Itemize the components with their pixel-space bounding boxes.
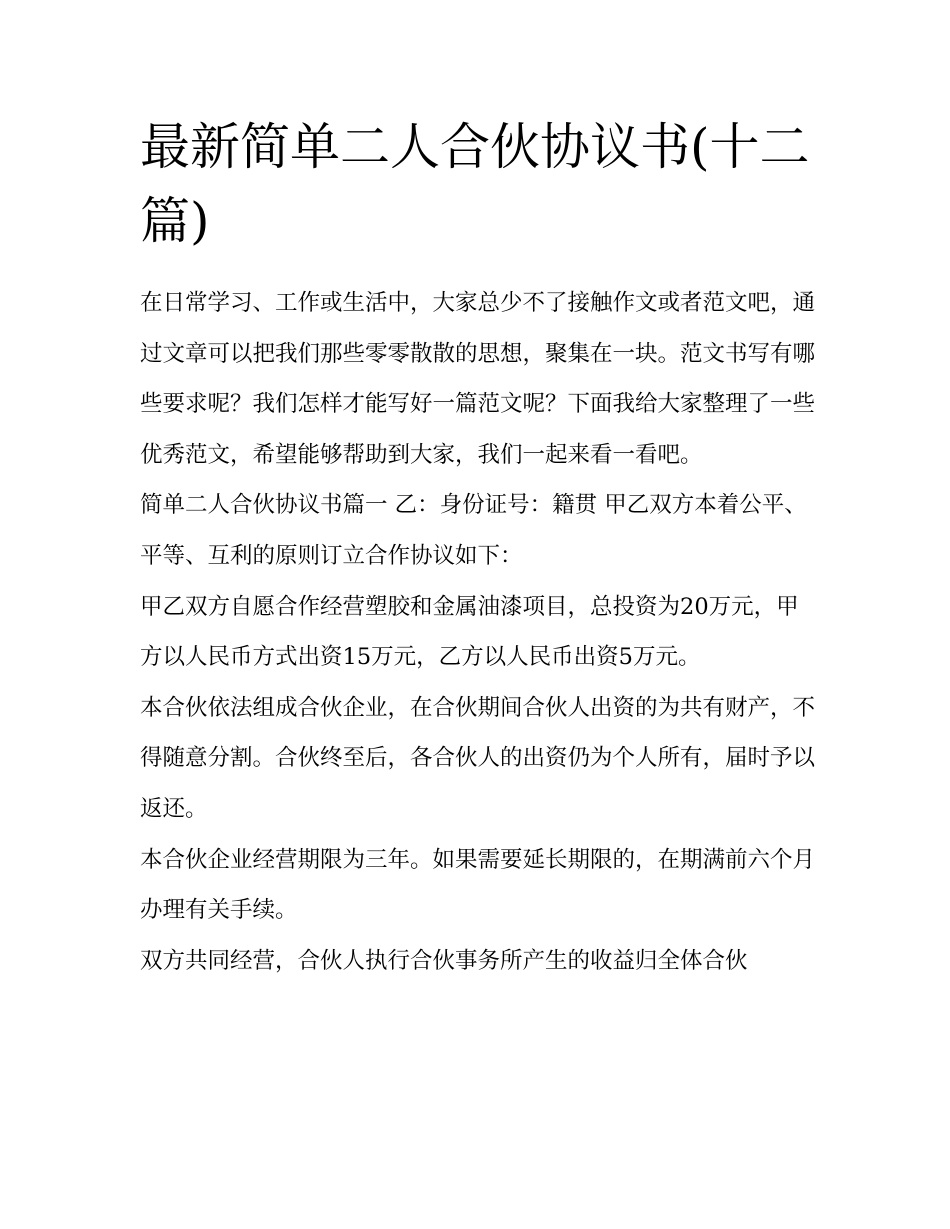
paragraph-intro: 在日常学习、工作或生活中，大家总少不了接触作文或者范文吧，通过文章可以把我们那些零零散散的思想，聚集在一块。范文书写有哪些要求呢？我们怎样才能写好一篇范文呢？下面我给大家整理了一些优秀范文，希望能够帮助到大家，我们一起来看一看吧。 [140, 290, 816, 468]
document-body [140, 278, 815, 986]
paragraph-agreement-opening: 简单二人合伙协议书篇一 乙：身份证号：籍贯 甲乙双方本着公平、平等、互利的原则订立合作协议如下： [140, 492, 807, 569]
paragraph-term: 本合伙企业经营期限为三年。如果需要延长期限的，在期满前六个月办理有关手续。 [140, 846, 816, 924]
paragraph-operation: 双方共同经营，合伙人执行合伙事务所产生的收益归全体合伙 [140, 947, 748, 974]
paragraph-investment: 甲乙双方自愿合作经营塑胶和金属油漆项目，总投资为20万元，甲方以人民币方式出资15万元，乙方以人民币出资5万元。 [140, 593, 799, 671]
document-title: 最新简单二人合伙协议书(十二篇) [140, 118, 810, 250]
paragraph-property: 本合伙依法组成合伙企业，在合伙期间合伙人出资的为共有财产，不得随意分割。合伙终至后，各合伙人的出资仍为个人所有，届时予以返还。 [140, 694, 816, 822]
